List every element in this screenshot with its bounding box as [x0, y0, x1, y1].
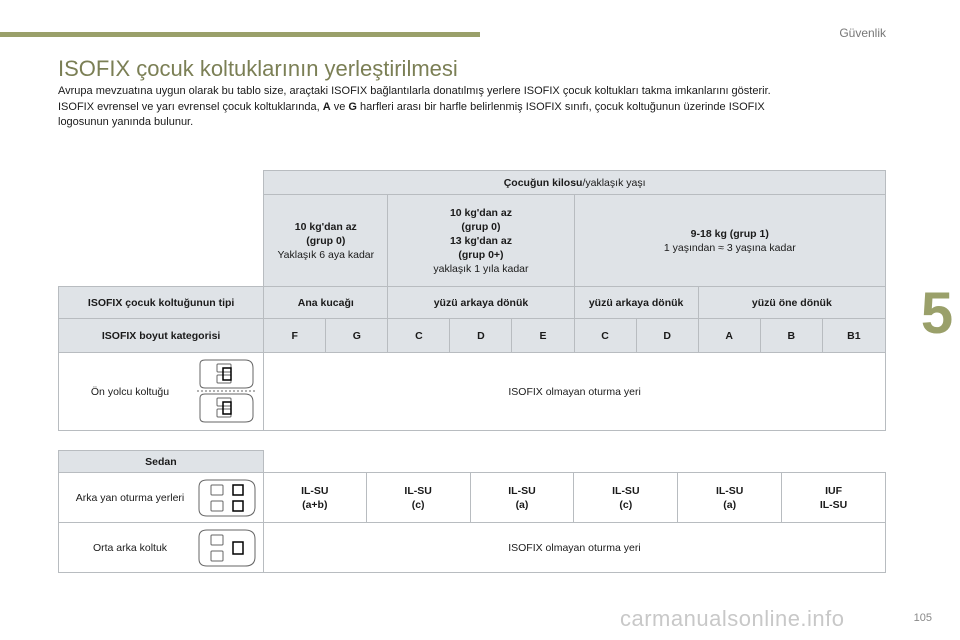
- size-cell: C: [388, 319, 450, 353]
- type-rear-facing-1: yüzü arkaya dönük: [388, 287, 574, 319]
- car-rear-side-icon: [195, 477, 259, 519]
- type-forward-facing: yüzü öne dönük: [698, 287, 885, 319]
- page-title: ISOFIX çocuk koltuklarının yerleştirilmesi: [58, 56, 458, 81]
- size-cell: D: [636, 319, 698, 353]
- rear-side-value: IL-SU (a+b): [263, 473, 366, 523]
- group-0-cell: 10 kg'dan az (grup 0) Yaklaşık 6 aya kadar: [264, 195, 388, 287]
- type-carrycot: Ana kucağı: [264, 287, 388, 319]
- rear-side-value: IL-SU (a): [678, 473, 782, 523]
- isofix-table-front: [58, 170, 886, 431]
- group-0plus-cell: 10 kg'dan az (grup 0) 13 kg'dan az (grup 0+) yaklaşık 1 yıla kadar: [388, 195, 574, 287]
- rear-side-value: IL-SU (c): [574, 473, 678, 523]
- header-accent-bar: [0, 32, 480, 37]
- intro-letter-g: G: [348, 100, 357, 113]
- rear-center-label: Orta arka koltuk: [92, 541, 168, 554]
- size-cell: E: [512, 319, 574, 353]
- car-front-seat-icon: [197, 358, 257, 426]
- size-cell: D: [450, 319, 512, 353]
- weight-header: Çocuğun kilosu/yaklaşık yaşı: [264, 171, 886, 195]
- page-number: 105: [913, 612, 932, 624]
- isofix-table-rear: [58, 450, 886, 573]
- intro-line-1: Avrupa mevzuatına uygun olarak bu tablo size, araçtaki ISOFIX bağlantılarla donatılmış yerlere ISOFIX çocuk koltukları takma imkanlarını gösterir.: [58, 85, 771, 97]
- size-cell: B: [760, 319, 822, 353]
- intro-and: ve: [330, 100, 349, 113]
- rear-side-value: IUF IL-SU: [782, 473, 886, 523]
- rear-side-cell: [59, 473, 264, 523]
- rear-center-cell: [59, 523, 264, 573]
- rear-side-value: IL-SU (c): [366, 473, 470, 523]
- watermark: carmanualsonline.info: [620, 606, 845, 631]
- size-cell: G: [326, 319, 388, 353]
- intro-line-3: logosunun yanında bulunur.: [58, 116, 194, 128]
- type-rear-facing-2: yüzü arkaya dönük: [574, 287, 698, 319]
- rear-side-label: Arka yan oturma yerleri: [75, 491, 185, 504]
- size-cell: F: [264, 319, 326, 353]
- front-seat-cell: [59, 353, 264, 431]
- intro-paragraph: [58, 84, 878, 131]
- front-seat-label: Ön yolcu koltuğu: [90, 385, 170, 398]
- rear-center-value: ISOFIX olmayan oturma yeri: [263, 523, 885, 573]
- size-cell: A: [698, 319, 760, 353]
- car-rear-center-icon: [195, 527, 259, 569]
- group-1-cell: 9-18 kg (grup 1) 1 yaşından ≈ 3 yaşına kadar: [574, 195, 885, 287]
- rear-side-value: IL-SU (a): [470, 473, 574, 523]
- intro-letter-a: A: [322, 100, 331, 113]
- front-seat-value: ISOFIX olmayan oturma yeri: [264, 353, 886, 431]
- size-label: ISOFIX boyut kategorisi: [59, 319, 264, 353]
- size-cell: C: [574, 319, 636, 353]
- section-label: Güvenlik: [839, 26, 886, 40]
- body-type-label: Sedan: [59, 451, 264, 473]
- size-cell: B1: [822, 319, 885, 353]
- intro-line-2a: ISOFIX evrensel ve yarı evrensel çocuk koltuklarında,: [58, 100, 323, 113]
- type-label: ISOFIX çocuk koltuğunun tipi: [59, 287, 264, 319]
- intro-line-2b: harfleri arası bir harfle belirlenmiş ISOFIX sınıfı, çocuk koltuğunun üzerinde ISOFIX: [356, 100, 765, 113]
- chapter-number: 5: [914, 268, 960, 358]
